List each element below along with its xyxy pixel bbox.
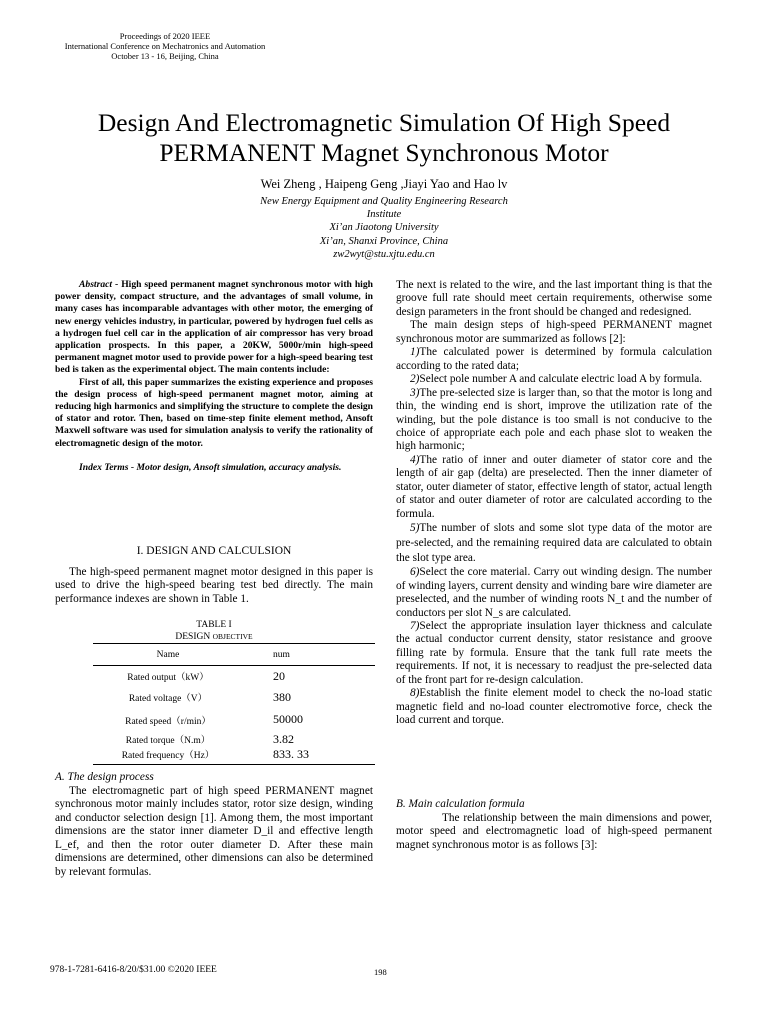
step-text: The calculated power is determined by formula calculation according to the rated data; <box>396 346 712 372</box>
table-row <box>93 666 375 687</box>
step-text: The ratio of inner and outer diameter of stator core and the length of air gap (delta) are preselected. Then the inner diameter of stator, outer diameter of stator, effective length of stator, actual length of stator and outer diameter of rotor are calculated according to the formula. <box>396 453 712 520</box>
table-cell-num: 20 <box>273 668 285 683</box>
conference-line-2: International Conference on Mechatronics and Automation <box>64 41 266 51</box>
abstract <box>55 279 373 450</box>
step-number: 8) <box>410 687 420 700</box>
table-cell-num: 380 <box>273 689 291 704</box>
design-step <box>396 454 712 521</box>
step-number: 1) <box>410 346 420 359</box>
step-text: Establish the finite element model to check the no-load static magnetic field and no-load counter electromotive force, check the load current and torque. <box>396 687 712 727</box>
section-1-paragraph <box>55 566 373 606</box>
design-objective-table <box>93 643 375 765</box>
step-number: 5) <box>410 522 420 535</box>
table-header-row <box>93 644 375 666</box>
table-cell-num: 833. 33 <box>273 746 309 761</box>
table-row <box>93 708 375 732</box>
author-list: Wei Zheng , Haipeng Geng ,Jiayi Yao and Hao lv <box>260 177 508 191</box>
subsection-b-paragraph <box>396 812 712 852</box>
subsection-b-heading: B. Main calculation formula <box>396 798 525 810</box>
table-cell-name: Rated speed（r/min） <box>125 716 211 727</box>
design-step <box>396 373 712 386</box>
step-number: 4) <box>410 453 420 466</box>
title-line-1: Design And Electromagnetic Simulation Of High Speed <box>97 108 671 137</box>
design-step <box>396 620 712 687</box>
step-number: 2) <box>410 373 420 386</box>
subsection-b-text: The relationship between the main dimensions and power, motor speed and electromagnetic load of high-speed permanent magnet synchronous motor is as follows [3]: <box>396 812 712 851</box>
right-paragraph-1: The next is related to the wire, and the last important thing is that the groove full rate should meet certain requirements, otherwise some design parameters in the front should be changed and redesigned. <box>396 279 712 318</box>
table-caption <box>55 620 373 643</box>
author-email: zw2wyt@stu.xjtu.edu.cn <box>333 248 435 260</box>
step-text: Select pole number A and calculate electric load A by formula. <box>419 373 703 386</box>
affiliation-line: Institute <box>366 209 402 221</box>
table-row <box>93 732 375 747</box>
page-number: 198 <box>374 967 387 977</box>
design-step <box>396 566 712 620</box>
section-heading: I. DESIGN AND CALCULSION <box>136 545 292 557</box>
index-terms <box>55 462 373 474</box>
step-text: The pre-selected size is larger than, so that the motor is long and thin, the winding end is short, improve the utilization rate of the winding, but the pole distance is too small is not conducive to the choice of appropriate each pole and each phase slot to weaken the high harmonic; <box>396 386 712 453</box>
step-text: Select the core material. Carry out winding design. The number of winding layers, current density and winding bare wire diameter are preselected, and the number of winding roots N_t and the number of conductors per slot N_s are calculated. <box>396 566 712 619</box>
design-step <box>396 387 712 454</box>
table-cell-name: Rated frequency（Hz） <box>121 751 215 761</box>
table-cell-num: 50000 <box>273 712 303 726</box>
subsection-a-text: The electromagnetic part of high speed PERMANENT magnet synchronous motor mainly includes stator, rotor size design, winding and conductor selection design [1]. Among them, the most important dimensions are the stator inner diameter D_il and effective length L_ef, and then the rotor outer diameter D. After these main dimensions are determined, other dimensions can also be determined by relevant formulas. <box>55 785 373 878</box>
section-1-text: The high-speed permanent magnet motor designed in this paper is used to drive the high-speed bearing test bed directly. The main performance indexes are shown in Table 1. <box>55 566 373 605</box>
table-header-num: num <box>273 649 290 660</box>
table-cell-name: Rated torque（N.m） <box>125 736 211 746</box>
footer-isbn: 978-1-7281-6416-8/20/$31.00 ©2020 IEEE <box>50 965 217 975</box>
table-row <box>93 687 375 708</box>
affiliation-line: Xi’an, Shanxi Province, China <box>319 235 449 247</box>
table-row <box>93 747 375 765</box>
abstract-text: - High speed permanent magnet synchronous motor with high power density, compact structure, and the advantages of small volume, in many cases has incomparable advantages with other motor, the emerging of new energy vehicles industry, in particular, powered by hydrogen fuel cells as a hydrogen fuel cell car in the application of air compressor has very broad application prospects. In this paper, a 20KW, 5000r/min high-speed permanent magnet motor used to provide power for a high-speed bearing test bed is taken as the experimental object. The main contents include: <box>55 279 373 376</box>
table-number: TABLE I <box>196 620 232 630</box>
affiliation-line: Xi’an Jiaotong University <box>329 222 439 234</box>
left-column <box>55 279 373 474</box>
abstract-label: Abstract <box>79 279 113 290</box>
design-step <box>396 687 712 727</box>
title-line-2: PERMANENT Magnet Synchronous Motor <box>159 138 609 167</box>
table-cell-name: Rated voltage（V） <box>128 694 208 704</box>
affiliation-line: New Energy Equipment and Quality Engineering Research <box>260 196 508 207</box>
right-column <box>396 279 712 728</box>
table-title-small: OBJECTIVE <box>212 632 253 641</box>
table-title <box>55 631 373 643</box>
subsection-a-paragraph <box>55 785 373 879</box>
right-paragraph-2: The main design steps of high-speed PERMANENT magnet synchronous motor are summarized as follows [2]: <box>396 319 712 345</box>
step-number: 3) <box>410 386 420 399</box>
index-terms-text: - Motor design, Ansoft simulation, accuracy analysis. <box>128 461 342 473</box>
conference-line-3: October 13 - 16, Beijing, China <box>111 51 219 61</box>
table-header-name: Name <box>156 649 180 660</box>
subsection-a-heading: A. The design process <box>55 771 154 783</box>
affiliation <box>0 195 768 261</box>
step-number: 6) <box>410 566 420 579</box>
abstract-paragraph-2: First of all, this paper summarizes the existing experience and proposes the design process of high-speed permanent magnet motor, aiming at reducing high harmonics and simplifying the structure to complete the design of stator and rotor. Then, based on time-step finite element method, Ansoft Maxwell software was used for simulation analysis to verify the rationality of electromagnetic design of the motor. <box>55 376 373 449</box>
step-text: The number of slots and some slot type data of the motor are pre-selected, and the remaining required data are calculated to obtain the slot type area. <box>396 522 712 565</box>
table-cell-name: Rated output（kW） <box>127 673 209 684</box>
design-step <box>396 346 712 373</box>
table-cell-num: 3.82 <box>273 731 294 746</box>
conference-line-1: Proceedings of 2020 IEEE <box>119 31 211 41</box>
index-terms-label: Index Terms <box>79 461 129 473</box>
design-step <box>396 521 712 566</box>
conference-header <box>0 31 330 61</box>
step-text: Select the appropriate insulation layer thickness and calculate the actual conductor current density, stator resistance and groove filling rate by formula. Ensure that the tank full rate meets the requirements. If not, it is necessary to readjust the pre-selected data of the front part for re-design calculation. <box>396 619 712 686</box>
paper-title <box>30 108 738 168</box>
step-number: 7) <box>410 619 420 632</box>
table-title-main: DESIGN <box>175 632 211 642</box>
